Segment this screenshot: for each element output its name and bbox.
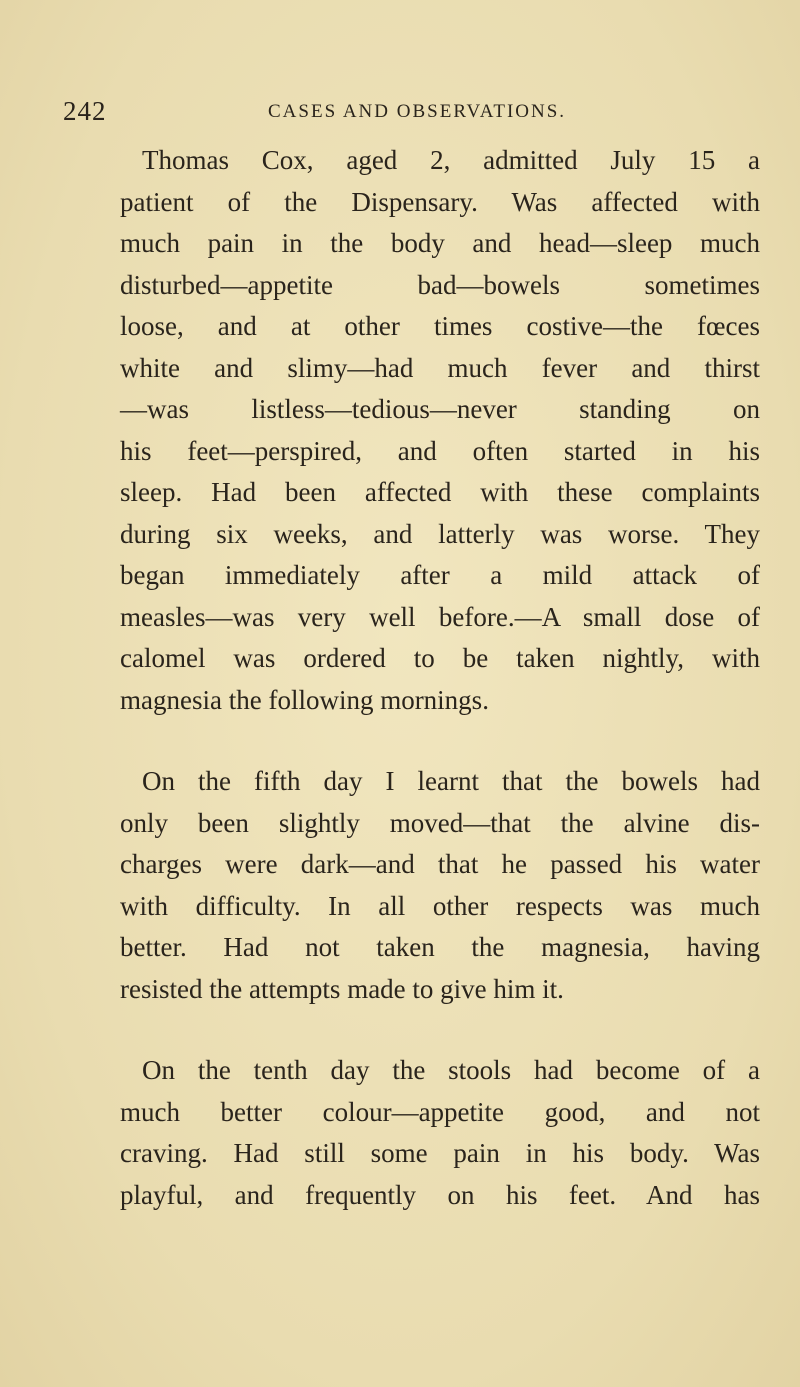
text-line: disturbed—appetite bad—bowels sometimes [120,269,760,300]
text-line: loose, and at other times costive—the fœces [120,311,760,341]
text-line: began immediately after a mild attack of [120,560,760,590]
text-line: charges were dark—and that he passed his water [120,849,760,879]
text-line: sleep. Had been affected with these complaints [120,477,760,507]
paragraph-gap [120,1010,760,1050]
text-line: On the tenth day the stools had become of a [142,1055,760,1085]
text-line: only been slightly moved—that the alvine dis- [120,807,760,838]
text-line: during six weeks, and latterly was worse. They [120,518,760,549]
text-line: better. Had not taken the magnesia, having [120,932,760,962]
text-line: his feet—perspired, and often started in his [120,435,760,466]
text-line: white and slimy—had much fever and thirst [120,352,760,383]
page-header [0,96,800,136]
text-line: much pain in the body and head—sleep much [120,228,760,258]
paragraph [120,1050,760,1216]
paragraph [120,761,760,1010]
text-line: much better colour—appetite good, and not [120,1096,760,1127]
text-line: patient of the Dispensary. Was affected with [120,186,760,217]
text-line: —was listless—tedious—never standing on [120,394,760,424]
text-line: measles—was very well before.—A small dose of [120,601,760,632]
running-head: CASES AND OBSERVATIONS. [268,101,567,122]
paragraph-gap [120,721,760,761]
text-line: resisted the attempts made to give him it. [120,973,564,1004]
text-line: On the fifth day I learnt that the bowels had [142,766,760,796]
text-line: playful, and frequently on his feet. And has [120,1179,760,1210]
text-line: calomel was ordered to be taken nightly, with [120,643,760,673]
paragraph [120,140,760,721]
text-line: Thomas Cox, aged 2, admitted July 15 a [142,145,760,175]
body-text [120,140,760,1216]
page-number: 242 [63,96,107,126]
text-line: magnesia the following mornings. [120,684,489,715]
text-line: with difficulty. In all other respects was much [120,890,760,921]
text-line: craving. Had still some pain in his body. Was [120,1138,760,1168]
